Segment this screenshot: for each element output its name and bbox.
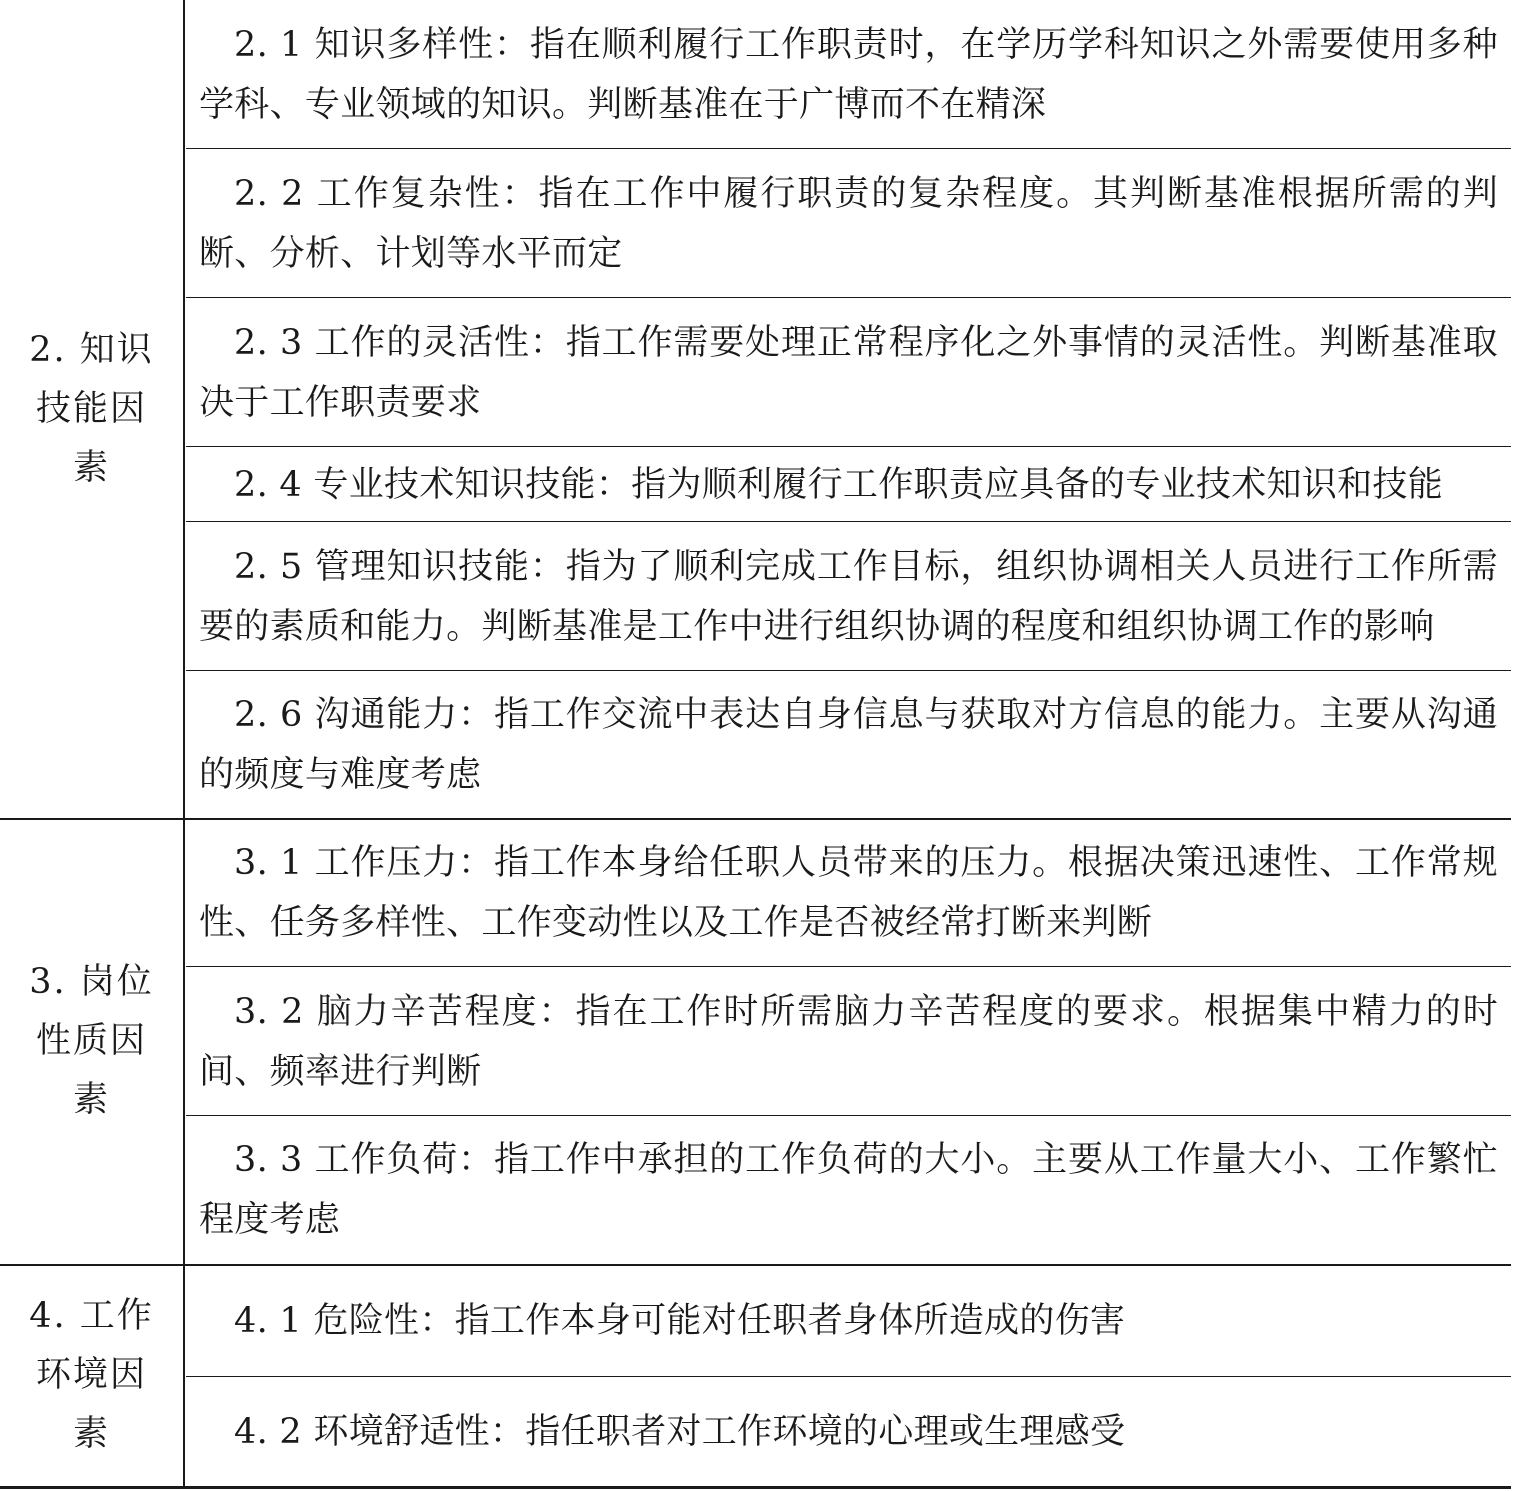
row-text: 2. 4 专业技术知识技能：指为顺利履行工作职责应具备的专业技术知识和技能	[234, 464, 1444, 505]
group-label-cell	[0, 1264, 185, 1486]
table-row	[186, 818, 1511, 967]
row-text: 2. 1 知识多样性：指在顺利履行工作职责时，在学历学科知识之外需要使用多种学科、专业领域的知识。判断基准在于广博而不在精深	[199, 24, 1498, 125]
table-row	[186, 670, 1511, 818]
group-label-cell	[0, 818, 185, 1264]
factor-group-job-nature	[0, 818, 1511, 1266]
group-label-cell	[0, 0, 185, 818]
row-text: 4. 2 环境舒适性：指任职者对工作环境的心理或生理感受	[234, 1411, 1126, 1452]
row-text: 2. 6 沟通能力：指工作交流中表达自身信息与获取对方信息的能力。主要从沟通的频度与难度考虑	[199, 694, 1498, 795]
row-text: 4. 1 危险性：指工作本身可能对任职者身体所造成的伤害	[234, 1300, 1126, 1341]
factor-group-work-environment	[0, 1264, 1511, 1489]
table-row	[186, 521, 1511, 671]
table-row	[186, 966, 1511, 1116]
table-row	[186, 1264, 1511, 1377]
table-row	[186, 297, 1511, 447]
row-text: 2. 5 管理知识技能：指为了顺利完成工作目标，组织协调相关人员进行工作所需要的素质和能力。判断基准是工作中进行组织协调的程度和组织协调工作的影响	[199, 546, 1498, 647]
group-label: 2. 知识技能因素	[29, 329, 154, 488]
row-text: 2. 3 工作的灵活性：指工作需要处理正常程序化之外事情的灵活性。判断基准取决于工作职责要求	[199, 322, 1498, 423]
row-text: 2. 2 工作复杂性：指在工作中履行职责的复杂程度。其判断基准根据所需的判断、分析、计划等水平而定	[199, 173, 1498, 274]
table-row	[186, 0, 1511, 149]
row-text: 3. 1 工作压力：指工作本身给任职人员带来的压力。根据决策迅速性、工作常规性、任务多样性、工作变动性以及工作是否被经常打断来判断	[199, 842, 1498, 943]
table-row	[186, 1115, 1511, 1264]
table-row	[186, 148, 1511, 298]
group-label: 4. 工作环境因素	[29, 1295, 154, 1454]
table-row	[186, 1376, 1511, 1486]
table-row	[186, 446, 1511, 522]
row-text: 3. 2 脑力辛苦程度：指在工作时所需脑力辛苦程度的要求。根据集中精力的时间、频率进行判断	[199, 991, 1498, 1092]
group-label: 3. 岗位性质因素	[29, 961, 154, 1120]
row-text: 3. 3 工作负荷：指工作中承担的工作负荷的大小。主要从工作量大小、工作繁忙程度考虑	[199, 1140, 1498, 1240]
